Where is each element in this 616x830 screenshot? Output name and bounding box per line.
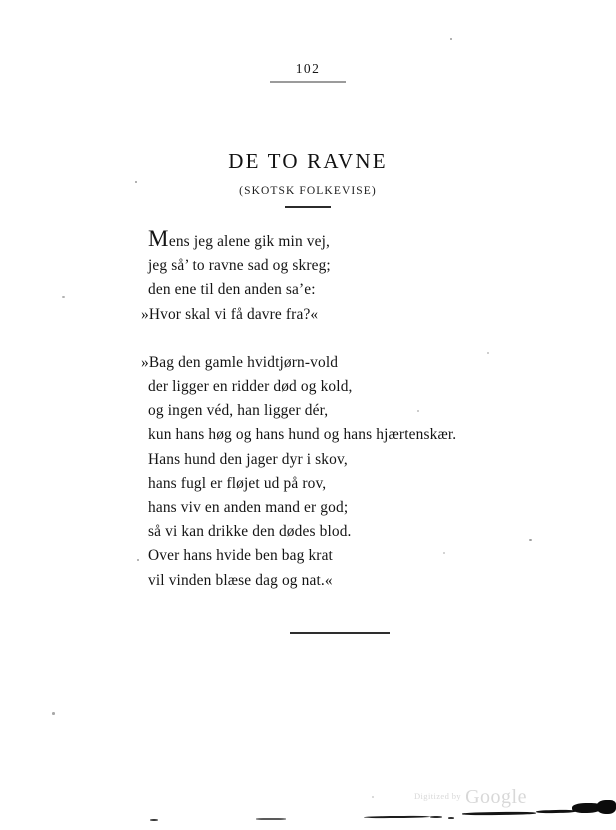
verse-line: den ene til den anden sa’e: (148, 281, 316, 299)
verse-line: kun hans høg og hans hund og hans hjærtenskær. (148, 426, 457, 444)
scan-edge-artifact (448, 817, 454, 819)
verse-line: »Bag den gamle hvidtjørn-vold (141, 353, 339, 371)
verse-line: vil vinden blæse dag og nat.« (148, 571, 333, 589)
stanza (141, 226, 568, 327)
verse-line: hans fugl er fløjet ud på rov, (148, 474, 327, 492)
poem-subtitle: (SKOTSK FOLKEVISE) (239, 185, 377, 198)
scan-speck (443, 552, 445, 554)
verse-line: hans viv en anden mand er god; (148, 499, 349, 517)
stanza (141, 351, 568, 593)
scan-edge-artifact (150, 819, 158, 821)
verse-line: så vi kan drikke den dødes blod. (148, 523, 352, 541)
scan-edge-artifact (596, 800, 616, 814)
verse-text: ens jeg alene gik min vej, (168, 233, 331, 250)
poem-body (141, 226, 568, 593)
scan-speck (135, 181, 137, 183)
scan-speck (487, 352, 489, 354)
scan-speck (137, 559, 139, 561)
verse-line: Hans hund den jager dyr i skov, (148, 450, 348, 468)
page-number: 102 (295, 61, 321, 76)
scan-edge-artifact (364, 816, 430, 819)
scan-speck (62, 296, 65, 298)
scan-speck (529, 539, 532, 541)
scan-edge-artifact (256, 818, 286, 820)
scan-speck (52, 712, 55, 715)
scan-speck (450, 38, 452, 40)
title-divider (285, 206, 331, 208)
google-digitized-watermark (414, 786, 527, 809)
section-end-divider (290, 632, 390, 634)
verse-line: Over hans hvide ben bag krat (148, 547, 333, 565)
verse-line: og ingen véd, han ligger dér, (148, 402, 329, 420)
page-folio (0, 60, 616, 83)
watermark-prefix: Digitized by (414, 791, 462, 801)
page-title: DE TO RAVNE (228, 149, 388, 173)
google-logo-text: Google (465, 786, 527, 808)
scan-speck (372, 796, 374, 798)
scan-speck (417, 410, 419, 412)
folio-divider (270, 81, 346, 83)
verse-line: »Hvor skal vi få davre fra?« (141, 305, 319, 323)
verse-line: jeg så’ to ravne sad og skreg; (148, 257, 331, 275)
scan-edge-artifact (536, 810, 576, 814)
scan-edge-artifact (430, 816, 442, 818)
drop-cap-initial: M (148, 226, 169, 251)
title-block (0, 150, 616, 208)
verse-line: der ligger en ridder død og kold, (148, 378, 353, 396)
scan-edge-artifact (462, 812, 536, 816)
verse-line (148, 226, 568, 254)
